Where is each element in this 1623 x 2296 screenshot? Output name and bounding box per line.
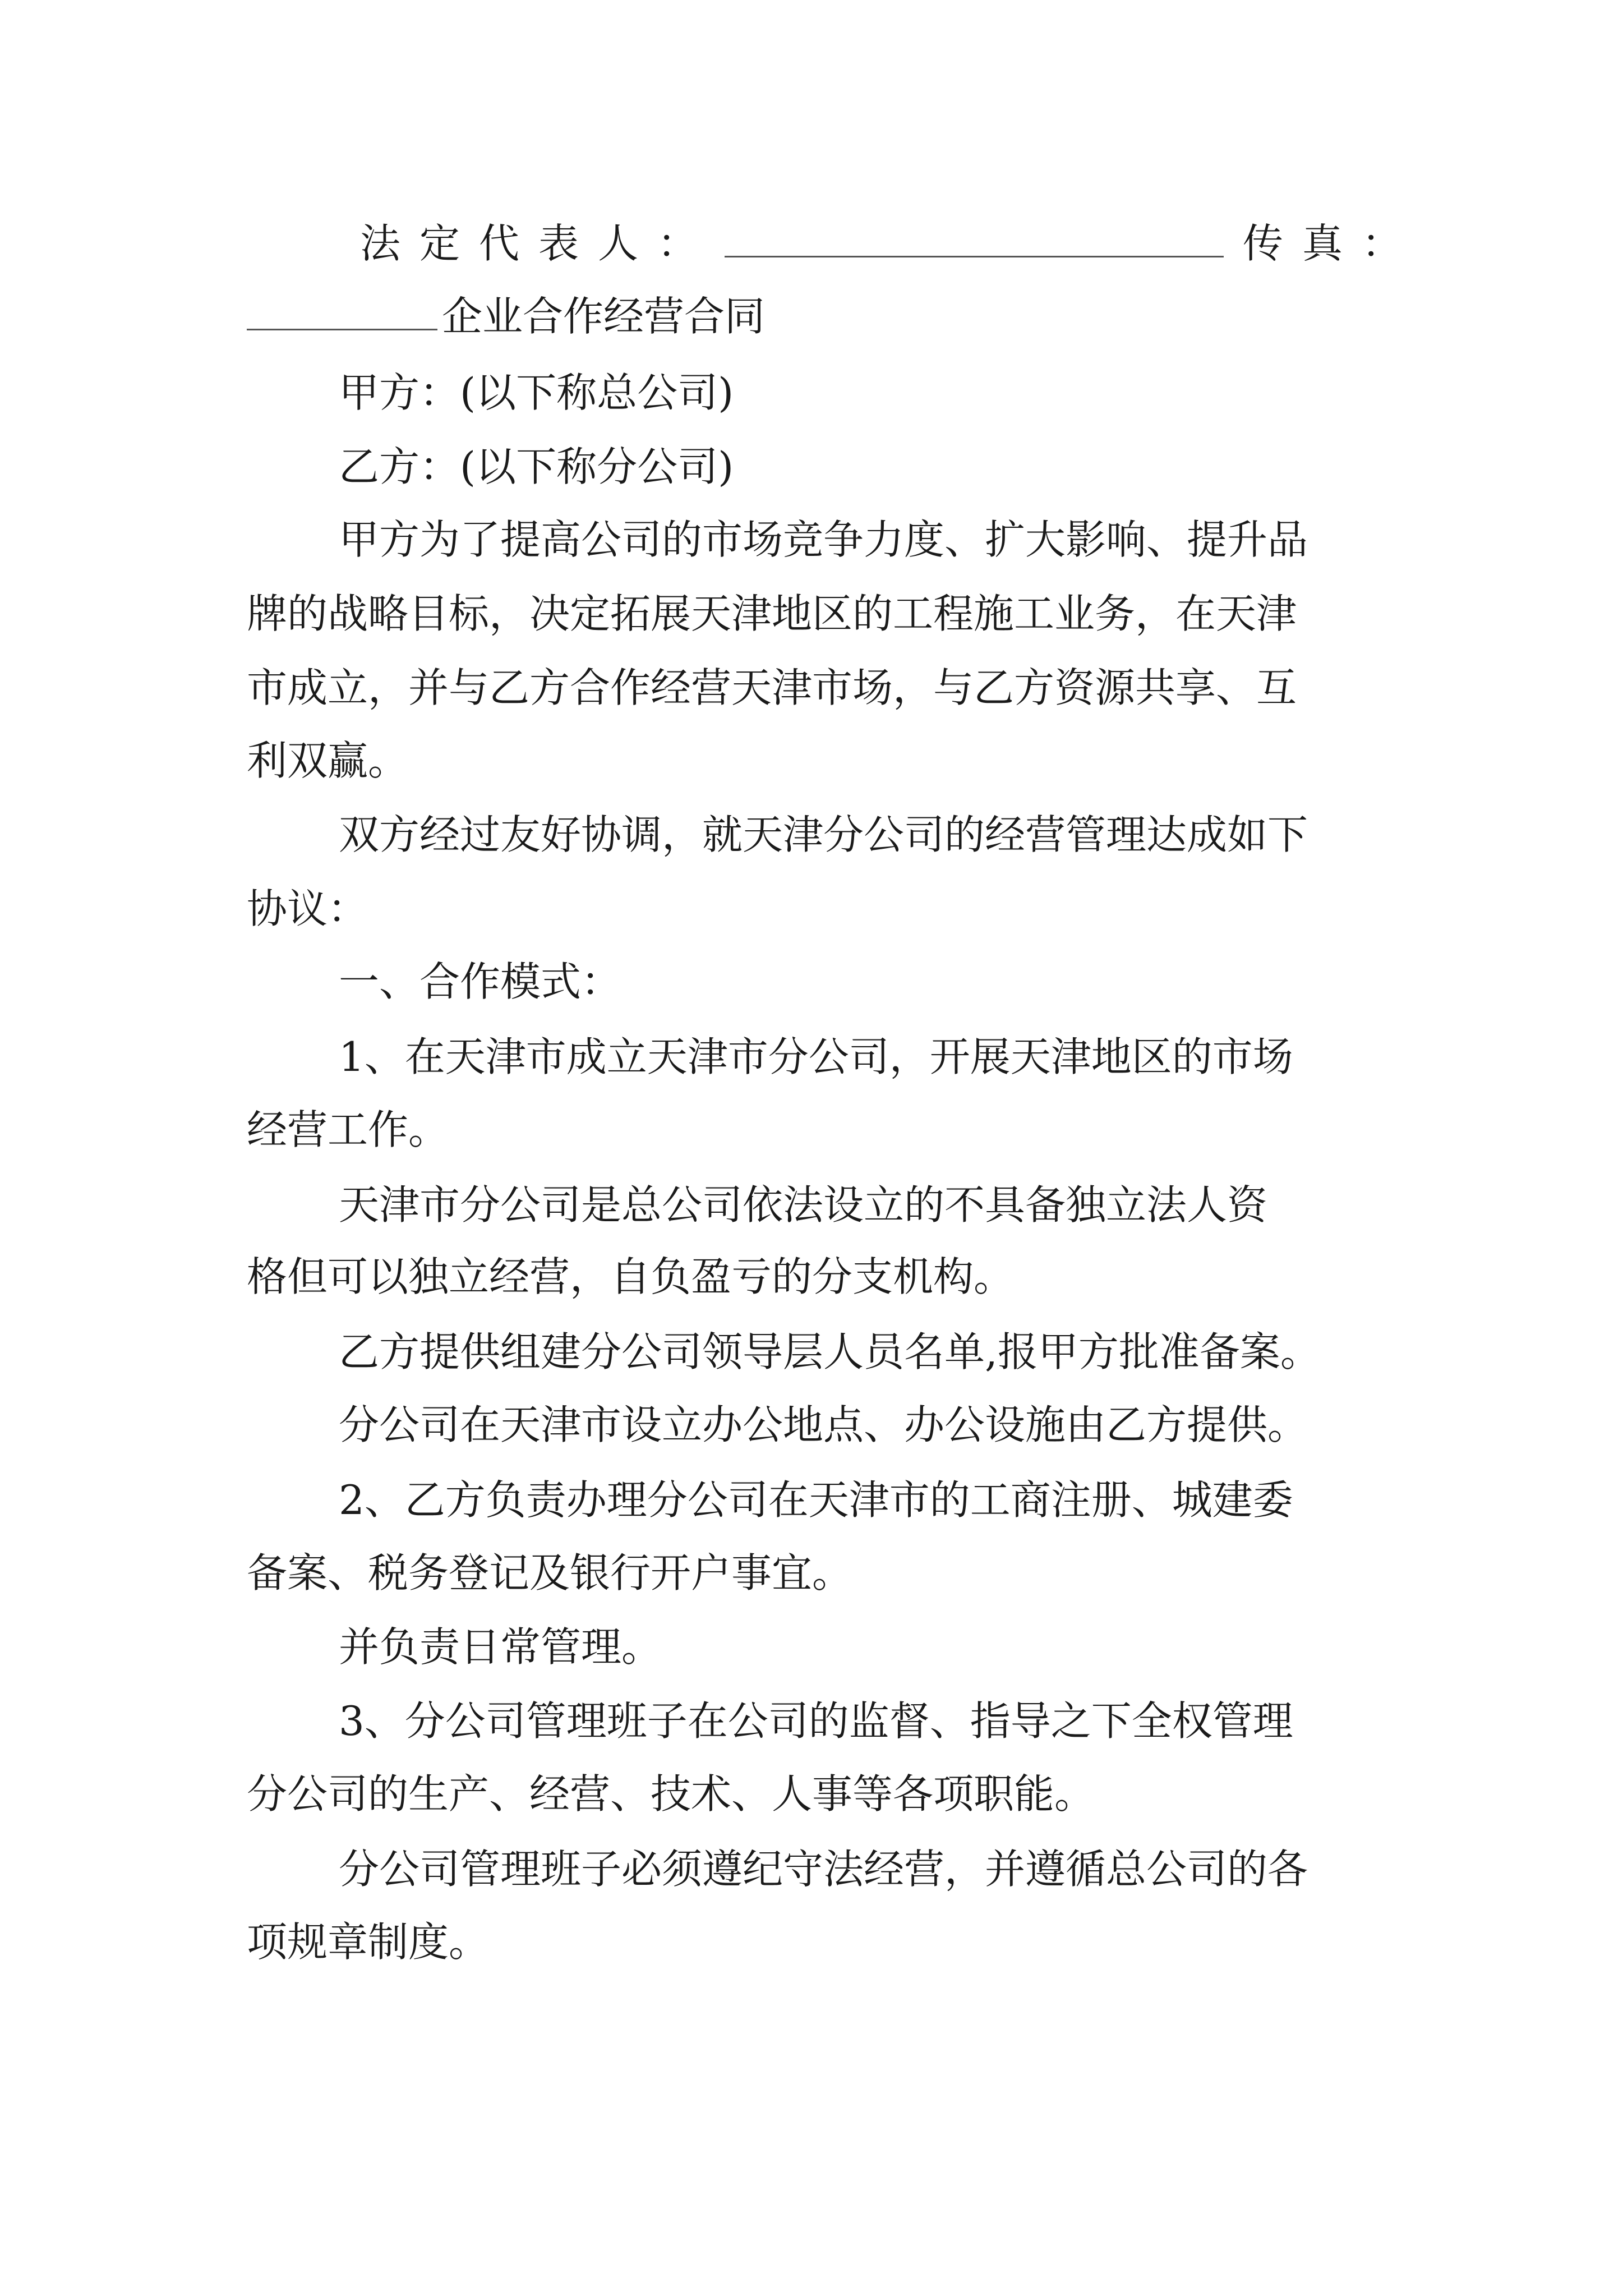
paragraph-line: 3、分公司管理班子在公司的监督、指导之下全权管理: [339, 1697, 1293, 1745]
paragraph-line: 备案、税务登记及银行开户事宜。: [247, 1549, 853, 1596]
paragraph-line: 利双赢。: [247, 737, 409, 784]
company-name-blank: [247, 296, 437, 330]
title-line: [247, 293, 766, 340]
paragraph-line: 天津市分公司是总公司依法设立的不具备独立法人资: [339, 1181, 1268, 1228]
legal-representative-label: 法定代表人：: [360, 220, 717, 267]
party-a: 甲方：(以下称总公司): [339, 369, 734, 416]
header-line: [360, 220, 1422, 267]
paragraph-line: 格但可以独立经营，自负盈亏的分支机构。: [247, 1253, 1015, 1300]
paragraph-line: 牌的战略目标，决定拓展天津地区的工程施工业务，在天津: [247, 590, 1297, 637]
paragraph-line: 分公司在天津市设立办公地点、办公设施由乙方提供。: [339, 1401, 1308, 1448]
paragraph-line: 并负责日常管理。: [339, 1623, 662, 1671]
paragraph-line: 协议：: [247, 885, 368, 932]
paragraph-line: 2、乙方负责办理分公司在天津市的工商注册、城建委: [339, 1476, 1293, 1524]
contract-title: 企业合作经营合同: [442, 293, 766, 340]
paragraph-line: 市成立，并与乙方合作经营天津市场，与乙方资源共享、互: [247, 664, 1297, 711]
legal-representative-blank: [725, 223, 1224, 257]
paragraph-line: 分公司管理班子必须遵纪守法经营，并遵循总公司的各: [339, 1846, 1308, 1893]
section-heading: 一、合作模式：: [339, 958, 622, 1005]
paragraph-line: 甲方为了提高公司的市场竞争力度、扩大影响、提升品: [339, 516, 1308, 563]
paragraph-line: 分公司的生产、经营、技术、人事等各项职能。: [247, 1770, 1095, 1818]
fax-label: 传真：: [1243, 220, 1422, 267]
paragraph-line: 1、在天津市成立天津市分公司，开展天津地区的市场: [339, 1033, 1293, 1080]
party-b: 乙方：(以下称分公司): [339, 443, 734, 490]
paragraph-line: 项规章制度。: [247, 1918, 490, 1966]
paragraph-line: 经营工作。: [247, 1106, 449, 1153]
paragraph-line: 乙方提供组建分公司领导层人员名单,报甲方批准备案。: [339, 1328, 1321, 1375]
paragraph-line: 双方经过友好协调，就天津分公司的经营管理达成如下: [339, 811, 1308, 858]
